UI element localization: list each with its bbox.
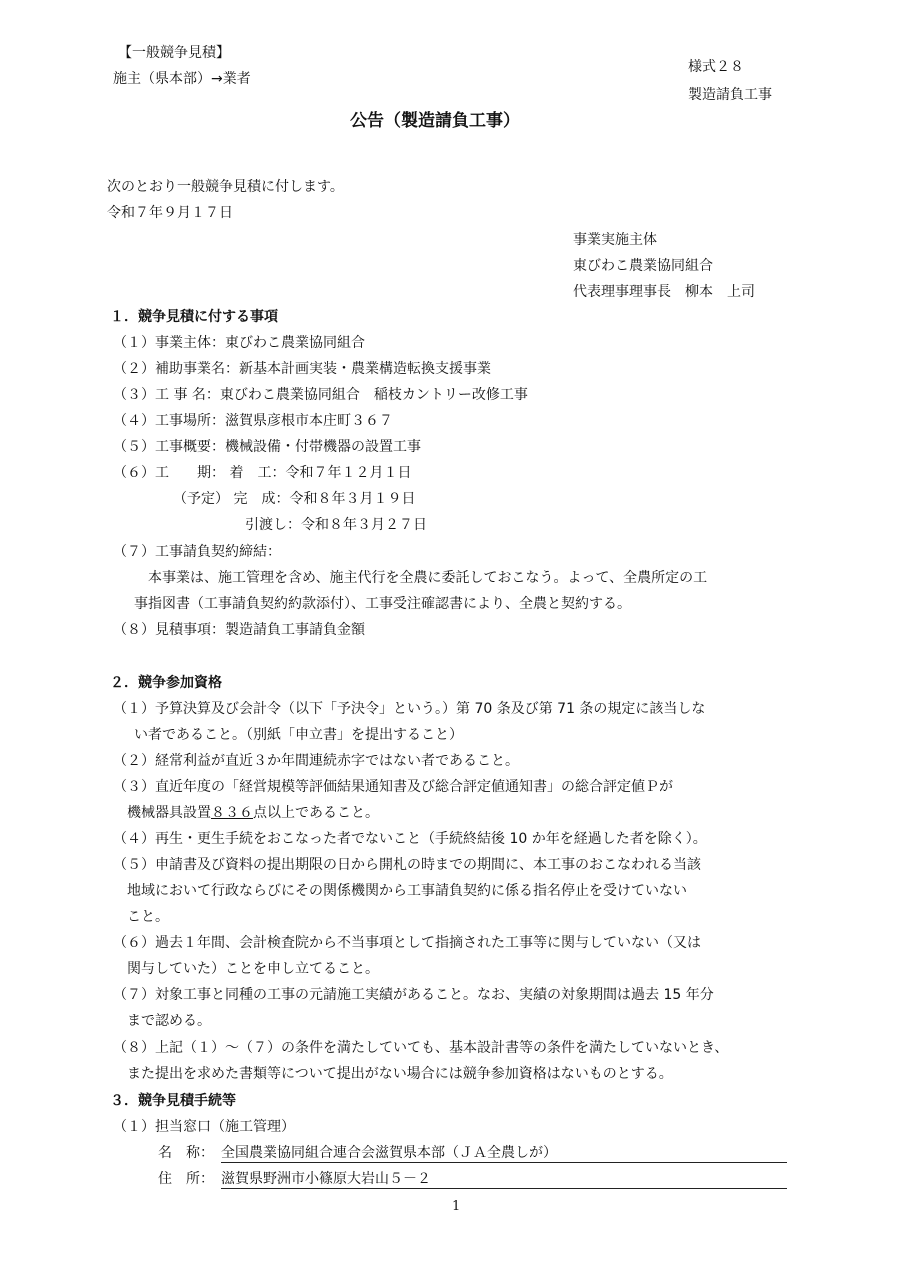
section-2-item: 地域において行政ならびにその関係機関から工事請負契約に係る指名停止を受けていない — [127, 883, 687, 899]
section-1-item: （１）事業主体：東びわこ農業協同組合 — [113, 335, 365, 351]
page-number: 1 — [452, 1199, 461, 1214]
route-label: 施主（県本部）→業者 — [113, 71, 251, 87]
qualification-category: 機械器具設置 — [127, 805, 211, 821]
section-2-heading: ２．競争参加資格 — [110, 675, 222, 691]
section-2-item: （８）上記（１）～（７）の条件を満たしていても、基本設計書等の条件を満たしていないとき、 — [113, 1040, 729, 1056]
section-1-item: （８）見積事項：製造請負工事請負金額 — [113, 622, 365, 638]
section-1-item: 本事業は、施工管理を含め、施主代行を全農に委託しておこなう。よって、全農所定の工 — [148, 570, 708, 586]
page-title: 公告（製造請負工事） — [350, 111, 520, 131]
form-type: 製造請負工事 — [688, 87, 772, 103]
section-2-item: （４）再生・更生手続をおこなった者でないこと（手続終結後 10 か年を経過した者を除く）。 — [113, 831, 707, 847]
section-1-item: （６）工 期： 着 工：令和７年１２月１日 — [113, 465, 412, 481]
section-1-item: （２）補助事業名：新基本計画実装・農業構造転換支援事業 — [113, 361, 491, 377]
section-1-heading: １．競争見積に付する事項 — [110, 309, 278, 325]
qualification-suffix: 点以上であること。 — [253, 805, 379, 821]
section-1-item: （５）工事概要：機械設備・付帯機器の設置工事 — [113, 439, 421, 455]
contact-name-underline — [221, 1162, 787, 1163]
score-threshold: ８３６ — [211, 805, 253, 821]
contact-window-label: （１）担当窓口（施工管理） — [113, 1119, 295, 1135]
contact-name-value: 全国農業協同組合連合会滋賀県本部（ＪＡ全農しが） — [221, 1145, 557, 1161]
section-2-item: （５）申請書及び資料の提出期限の日から開札の時までの期間に、本工事のおこなわれる当該 — [113, 857, 701, 873]
section-3-heading: ３．競争見積手続等 — [110, 1093, 236, 1109]
section-2-item: （２）経常利益が直近３か年間連続赤字ではない者であること。 — [113, 753, 519, 769]
section-2-item: まで認める。 — [127, 1013, 211, 1029]
section-2-item: 関与していた）ことを申し立てること。 — [127, 961, 379, 977]
section-2-item: （６）過去１年間、会計検査院から不当事項として指摘された工事等に関与していない（又は — [113, 935, 701, 951]
section-2-item — [127, 806, 379, 820]
section-1-item: （４）工事場所：滋賀県彦根市本庄町３６７ — [113, 413, 393, 429]
section-2-item: （３）直近年度の「経営規模等評価結果通知書及び総合評定値通知書」の総合評定値Ｐが — [113, 779, 673, 795]
section-2-item: （１）予算決算及び会計令（以下「予決令」という。）第 70 条及び第 71 条の規定に該当しな — [113, 701, 706, 717]
intro-text: 次のとおり一般競争見積に付します。 — [107, 179, 344, 195]
form-number: 様式２８ — [688, 59, 744, 75]
section-1-item: 事指図書（工事請負契約約款添付）、工事受注確認書により、全農と契約する。 — [134, 596, 631, 612]
announcement-date: 令和７年９月１７日 — [107, 205, 233, 221]
section-1-item: （予定） 完 成：令和８年３月１９日 — [173, 491, 416, 507]
section-2-item: また提出を求めた書類等について提出がない場合には競争参加資格はないものとする。 — [127, 1066, 673, 1082]
issuer-role: 事業実施主体 — [573, 232, 657, 248]
section-1-item: （７）工事請負契約締結： — [113, 544, 281, 560]
section-2-item: （７）対象工事と同種の工事の元請施工実績があること。なお、実績の対象期間は過去 15 年分 — [113, 987, 714, 1003]
section-2-item: こと。 — [127, 909, 169, 925]
contact-address-underline — [221, 1188, 787, 1189]
section-1-item: 引渡し：令和８年３月２７日 — [245, 517, 427, 533]
issuer-representative: 代表理事理事長 柳本 上司 — [573, 284, 755, 300]
section-1-item: （３）工 事 名：東びわこ農業協同組合 稲枝カントリー改修工事 — [113, 387, 528, 403]
contact-name-label: 名 称： — [158, 1145, 214, 1161]
contact-address-label: 住 所： — [158, 1171, 214, 1187]
bid-type-tag: 【一般競争見積】 — [118, 45, 230, 61]
section-2-item: い者であること。（別紙「申立書」を提出すること） — [134, 727, 463, 743]
issuer-organization: 東びわこ農業協同組合 — [573, 258, 713, 274]
contact-address-value: 滋賀県野洲市小篠原大岩山５－２ — [221, 1171, 431, 1187]
